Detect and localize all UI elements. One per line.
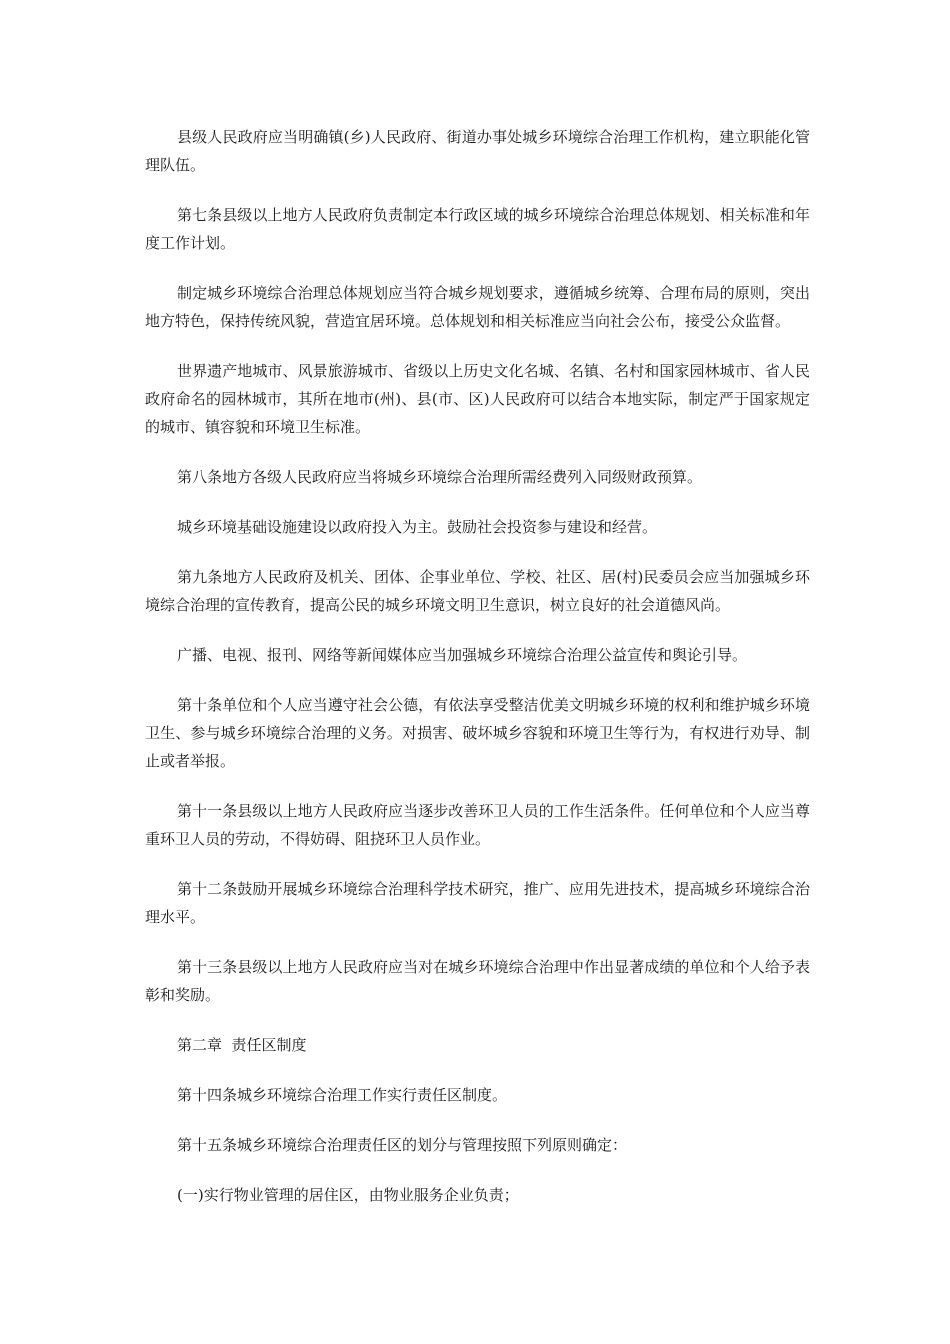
- paragraph-10: 第十一条县级以上地方人民政府应当逐步改善环卫人员的工作生活条件。任何单位和个人应当尊重环卫人员的劳动，不得妨碍、阻挠环卫人员作业。: [145, 802, 810, 848]
- paragraph-1: 县级人民政府应当明确镇(乡)人民政府、街道办事处城乡环境综合治理工作机构，建立职能化管理队伍。: [145, 128, 810, 174]
- paragraph-7: 第九条地方人民政府及机关、团体、企事业单位、学校、社区、居(村)民委员会应当加强城乡环境综合治理的宣传教育，提高公民的城乡环境文明卫生意识，树立良好的社会道德风尚。: [145, 568, 810, 614]
- paragraph-14: 第十四条城乡环境综合治理工作实行责任区制度。: [177, 1086, 508, 1104]
- paragraph-2: 第七条县级以上地方人民政府负责制定本行政区域的城乡环境综合治理总体规划、相关标准和年度工作计划。: [145, 206, 810, 252]
- paragraph-16: (一)实行物业管理的居住区，由物业服务企业负责；: [177, 1186, 519, 1204]
- paragraph-5: 第八条地方各级人民政府应当将城乡环境综合治理所需经费列入同级财政预算。: [177, 468, 703, 486]
- paragraph-3: 制定城乡环境综合治理总体规划应当符合城乡规划要求，遵循城乡统筹、合理布局的原则，突出地方特色，保持传统风貌，营造宜居环境。总体规划和相关标准应当向社会公布，接受公众监督。: [145, 284, 810, 330]
- paragraph-11: 第十二条鼓励开展城乡环境综合治理科学技术研究，推广、应用先进技术，提高城乡环境综合治理水平。: [145, 880, 810, 926]
- document-body: [145, 123, 810, 1231]
- paragraph-6: 城乡环境基础设施建设以政府投入为主。鼓励社会投资参与建设和经营。: [177, 518, 658, 536]
- chapter-heading: 第二章 责任区制度: [177, 1036, 307, 1054]
- paragraph-4: 世界遗产地城市、风景旅游城市、省级以上历史文化名城、名镇、名村和国家园林城市、省人民政府命名的园林城市，其所在地市(州)、县(市、区)人民政府可以结合本地实际，制定严于国家规定的城市、镇容貌和环境卫生标准。: [145, 362, 810, 436]
- paragraph-12: 第十三条县级以上地方人民政府应当对在城乡环境综合治理中作出显著成绩的单位和个人给予表彰和奖励。: [145, 958, 810, 1004]
- paragraph-9: 第十条单位和个人应当遵守社会公德，有依法享受整洁优美文明城乡环境的权利和维护城乡环境卫生、参与城乡环境综合治理的义务。对损害、破坏城乡容貌和环境卫生等行为，有权进行劝导、制止或者举报。: [145, 696, 810, 770]
- paragraph-8: 广播、电视、报刊、网络等新闻媒体应当加强城乡环境综合治理公益宣传和舆论引导。: [177, 646, 748, 664]
- paragraph-15: 第十五条城乡环境综合治理责任区的划分与管理按照下列原则确定：: [177, 1136, 628, 1154]
